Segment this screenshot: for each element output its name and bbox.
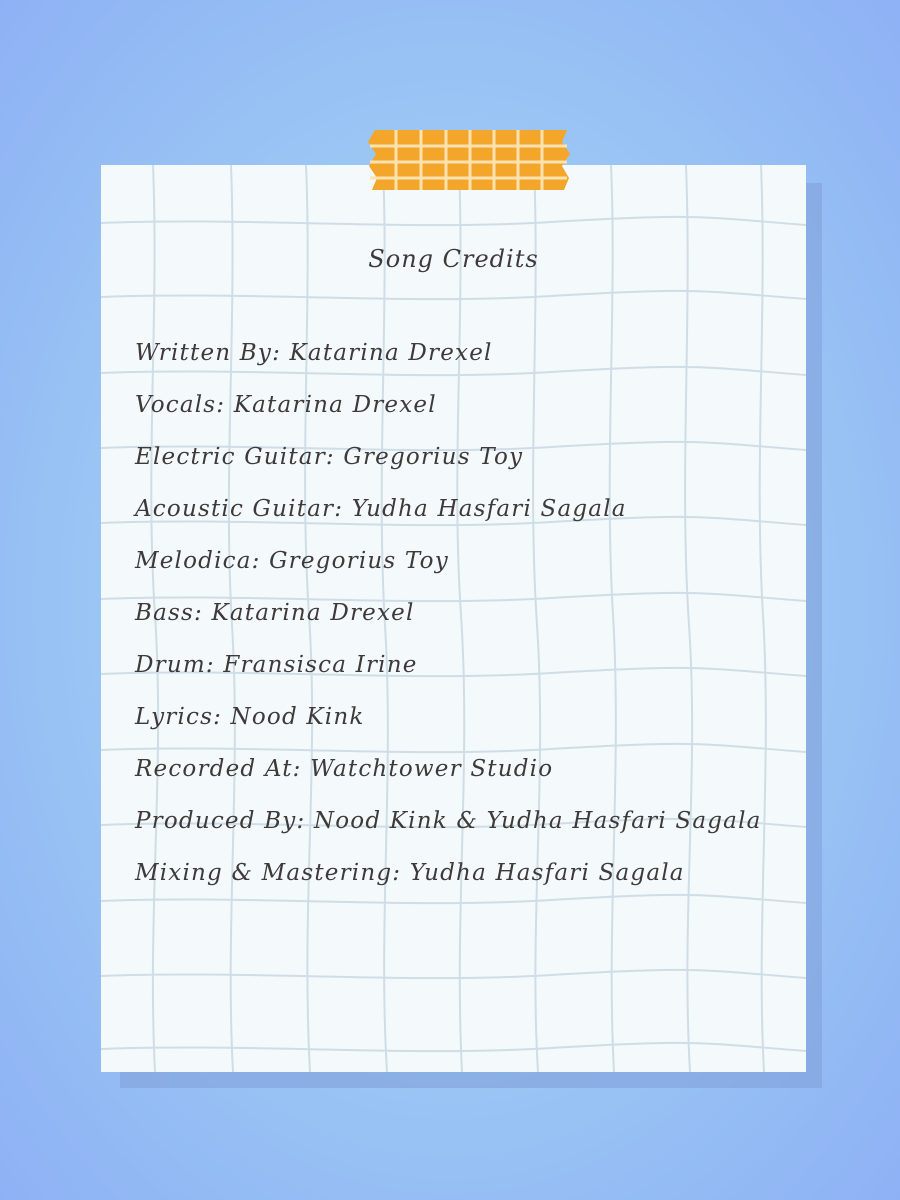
credit-lyrics: Lyrics: Nood Kink	[135, 704, 365, 730]
credit-drum: Drum: Fransisca Irine	[135, 652, 418, 678]
credit-acoustic-guitar: Acoustic Guitar: Yudha Hasfari Sagala	[135, 496, 627, 522]
credit-produced-by: Produced By: Nood Kink & Yudha Hasfari Sagala	[135, 808, 762, 834]
page-title: Song Credits	[368, 245, 539, 273]
credit-bass: Bass: Katarina Drexel	[135, 600, 415, 626]
credit-recorded-at: Recorded At: Watchtower Studio	[135, 756, 554, 782]
credit-melodica: Melodica: Gregorius Toy	[135, 548, 449, 574]
note-paper	[101, 165, 806, 1072]
credit-mixing-mastering: Mixing & Mastering: Yudha Hasfari Sagala	[135, 860, 685, 886]
credits-list	[135, 335, 762, 907]
credit-electric-guitar: Electric Guitar: Gregorius Toy	[135, 444, 524, 470]
washi-tape	[366, 128, 571, 190]
credit-vocals: Vocals: Katarina Drexel	[135, 392, 437, 418]
credit-written-by: Written By: Katarina Drexel	[135, 340, 493, 366]
